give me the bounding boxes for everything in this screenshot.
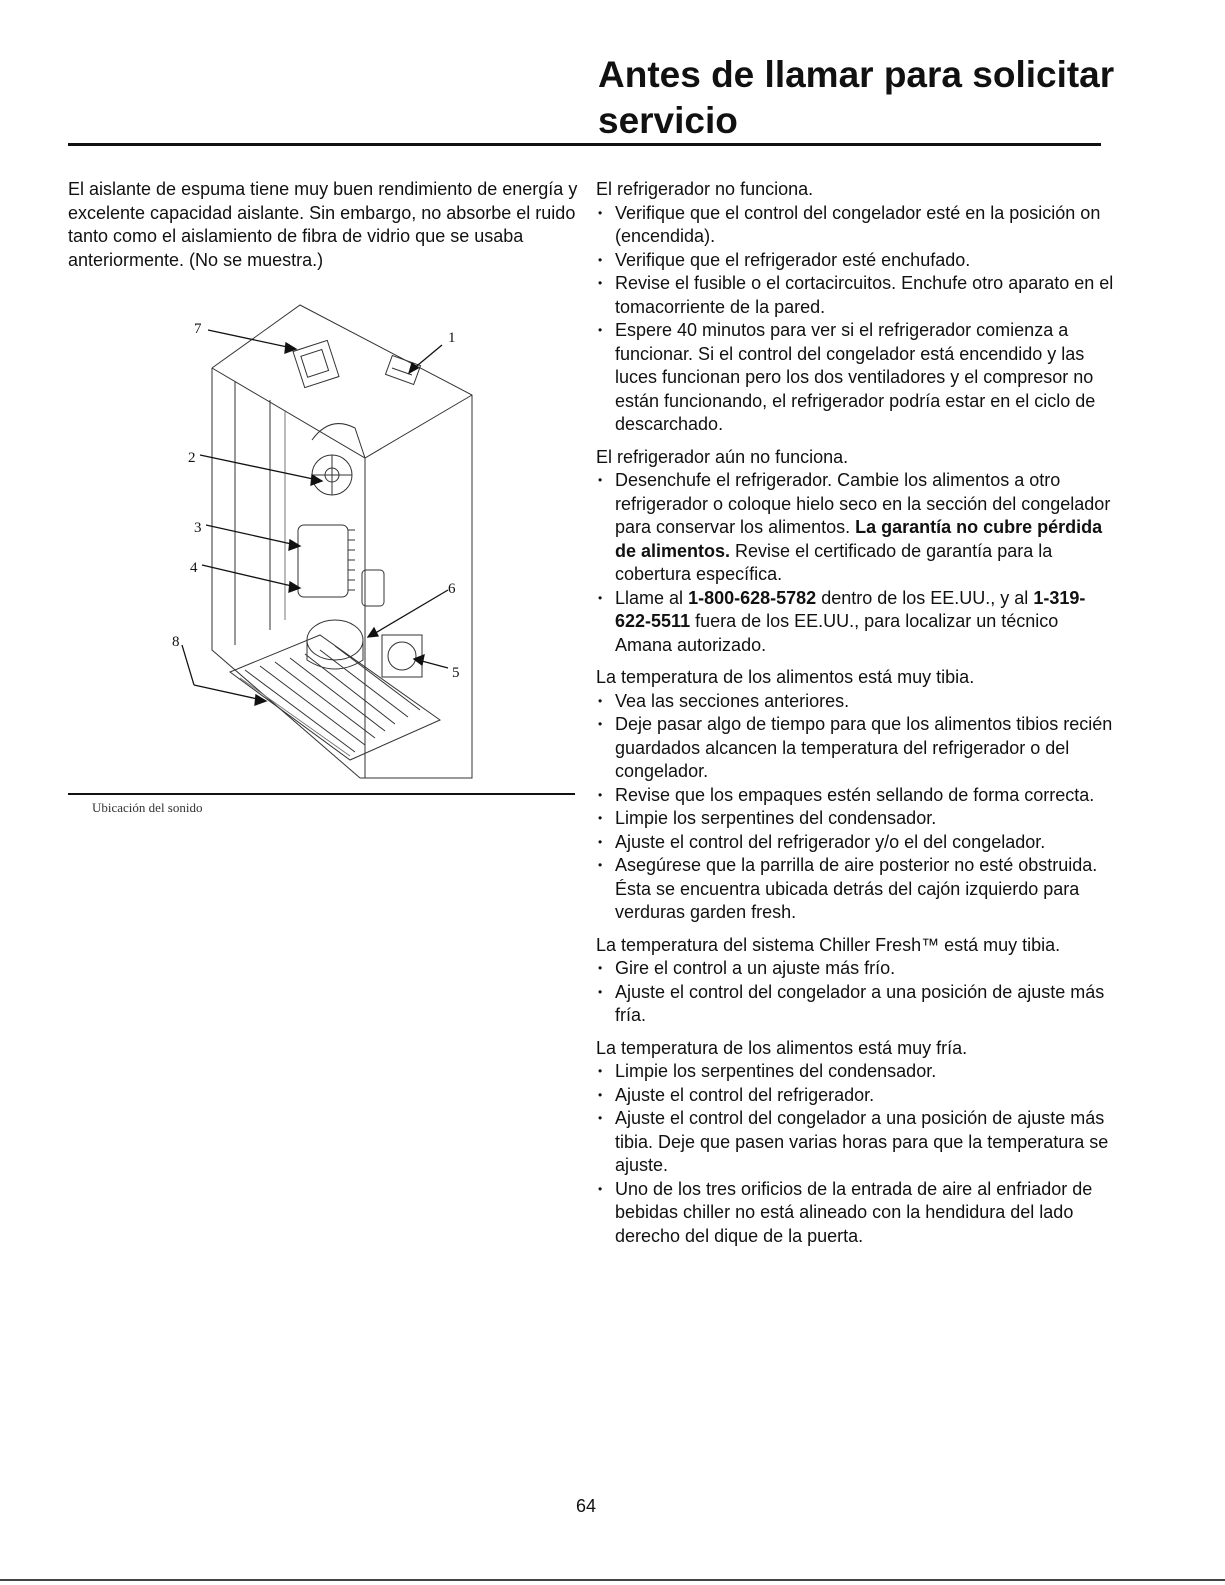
checklist (596, 202, 1116, 437)
section-heading: La temperatura de los alimentos está muy tibia. (596, 667, 975, 687)
figure-caption: Ubicación del sonido (92, 800, 203, 815)
callout-2: 2 (188, 450, 196, 466)
list-item: • Limpie los serpentines del condensador. (596, 807, 1116, 831)
checklist (596, 690, 1116, 925)
list-item: • Espere 40 minutos para ver si el refrigerador comienza a funcionar. Si el control del congelador está encendido y las luces funcionan pero los dos ventiladores y el compresor no están funcionando, el refrigerador podría estar en el ciclo de descarchado. (596, 319, 1116, 437)
list-item: • Revise que los empaques estén sellando de forma correcta. (596, 784, 1116, 808)
list-item: • Verifique que el control del congelador esté en la posición on (encendida). (596, 202, 1116, 249)
phone-number-intl: 1-319-622-5511 (615, 587, 1086, 631)
item-text: dentro de los EE.UU., y al (821, 587, 1029, 608)
intro-paragraph: El aislante de espuma tiene muy buen rendimiento de energía y excelente capacidad aislante. Sin embargo, no absorbe el ruido tanto como el aislamiento de fibra de vidrio que se usaba anteriormente. (No se muestra.) (68, 179, 578, 270)
page-title: Antes de llamar para solicitar servicio (598, 54, 1115, 141)
callout-1: 1 (448, 330, 456, 346)
section-heading: La temperatura de los alimentos está muy fría. (596, 1037, 968, 1058)
bottom-edge-line (0, 1579, 1225, 1581)
checklist (596, 1060, 1116, 1248)
callout-4: 4 (190, 560, 198, 576)
callout-5: 5 (452, 665, 460, 681)
item-text: Revise el certificado de garantía para la cobertura específica. (615, 540, 1053, 584)
list-item: • Gire el control a un ajuste más frío. (596, 957, 1116, 981)
list-item: • Ajuste el control del congelador a una posición de ajuste más tibia. Deje que pasen varias horas para que la temperatura se ajuste. (596, 1107, 1116, 1178)
callout-8: 8 (172, 634, 180, 650)
title-divider (68, 143, 1101, 146)
section-heading: El refrigerador aún no funciona. (596, 446, 849, 467)
list-item: • Uno de los tres orificios de la entrada de aire al enfriador de bebidas chiller no está alineado con la hendidura del lado derecho del dique de la puerta. (596, 1178, 1116, 1249)
callout-6: 6 (448, 581, 456, 597)
list-item (596, 587, 1116, 658)
checklist (596, 957, 1116, 1028)
item-text: Llame al (615, 587, 684, 608)
section-not-working (596, 178, 1116, 437)
figure-divider (68, 793, 575, 795)
section-still-not-working (596, 446, 1116, 658)
list-item: • Ajuste el control del refrigerador y/o el del congelador. (596, 831, 1116, 855)
list-item: • Revise el fusible o el cortacircuitos. Enchufe otro aparato en el tomacorriente de la pared. (596, 272, 1116, 319)
section-food-too-warm (596, 666, 1116, 925)
item-text: Desenchufe el refrigerador. Cambie los alimentos a otro refrigerador o coloque hielo seco en la sección del congelador para conservar los alimentos. (615, 470, 1111, 537)
list-item: • Verifique que el refrigerador esté enchufado. (596, 249, 1116, 273)
callout-7: 7 (194, 321, 202, 337)
phone-number-us: 1-800-628-5782 (688, 587, 817, 608)
troubleshooting-column (596, 178, 1116, 1257)
list-item: • Ajuste el control del refrigerador. (596, 1084, 1116, 1108)
warranty-note: La garantía no cubre pérdida de alimentos. (615, 517, 1103, 561)
page-number: 64 (576, 1496, 597, 1516)
list-item: • Vea las secciones anteriores. (596, 690, 1116, 714)
item-text: fuera de los EE.UU., para localizar un técnico Amana autorizado. (615, 611, 1059, 655)
section-heading: El refrigerador no funciona. (596, 179, 814, 199)
list-item: • Ajuste el control del congelador a una posición de ajuste más fría. (596, 981, 1116, 1028)
list-item: • Asegúrese que la parrilla de aire posterior no esté obstruida. Ésta se encuentra ubicada detrás del cajón izquierdo para verduras garden fresh. (596, 854, 1116, 925)
checklist (596, 469, 1116, 657)
section-food-too-cold (596, 1037, 1116, 1249)
refrigerator-sound-diagram (150, 300, 510, 790)
list-item (596, 469, 1116, 587)
list-item: • Limpie los serpentines del condensador. (596, 1060, 1116, 1084)
callout-3: 3 (194, 520, 202, 536)
section-chiller-too-warm (596, 934, 1116, 1028)
section-heading: La temperatura del sistema Chiller Fresh™ está muy tibia. (596, 934, 1061, 955)
list-item: • Deje pasar algo de tiempo para que los alimentos tibios recién guardados alcancen la temperatura del refrigerador o del congelador. (596, 713, 1116, 784)
